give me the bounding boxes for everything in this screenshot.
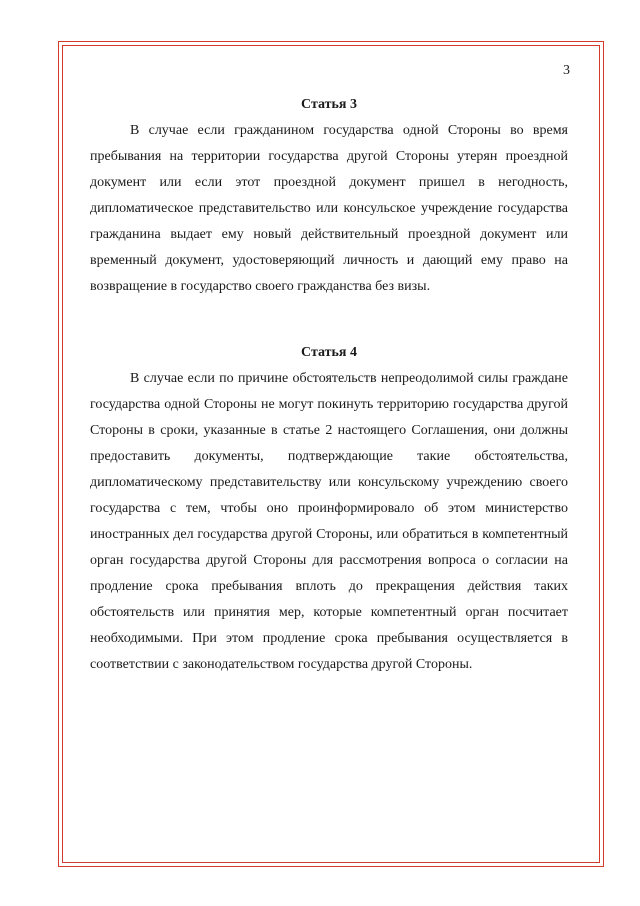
- article-4-title: Статья 4: [301, 345, 357, 360]
- article-3-title: Статья 3: [301, 97, 357, 112]
- article-3-text: В случае если гражданином государства одной Стороны во время пребывания на территории государства другой Стороны утерян проездной документ или если этот проездной документ пришел в негодность, дипломатическое представительство или консульское учреждение государства гражданина выдает ему новый действительный проездной документ или временный документ, удостоверяющий личность и дающий ему право на возвращение в государство своего гражданства без визы.: [90, 123, 568, 294]
- article-4-text: В случае если по причине обстоятельств непреодолимой силы граждане государства одной Стороны не могут покинуть территорию государства другой Стороны в сроки, указанные в статье 2 настоящего Соглашения, они должны предоставить документы, подтверждающие такие обстоятельства, дипломатическому представительству или консульскому учреждению своего государства с тем, чтобы оно проинформировало об этом министерство иностранных дел государства другой Стороны, или обратиться в компетентный орган государства другой Стороны для рассмотрения вопроса о согласии на продление срока пребывания вплоть до прекращения действия таких обстоятельств или принятия мер, которые компетентный орган посчитает необходимыми. При этом продление срока пребывания осуществляется в соответствии с законодательством государства другой Стороны.: [90, 371, 568, 672]
- document-body: [90, 92, 568, 678]
- page-number: 3: [563, 63, 570, 78]
